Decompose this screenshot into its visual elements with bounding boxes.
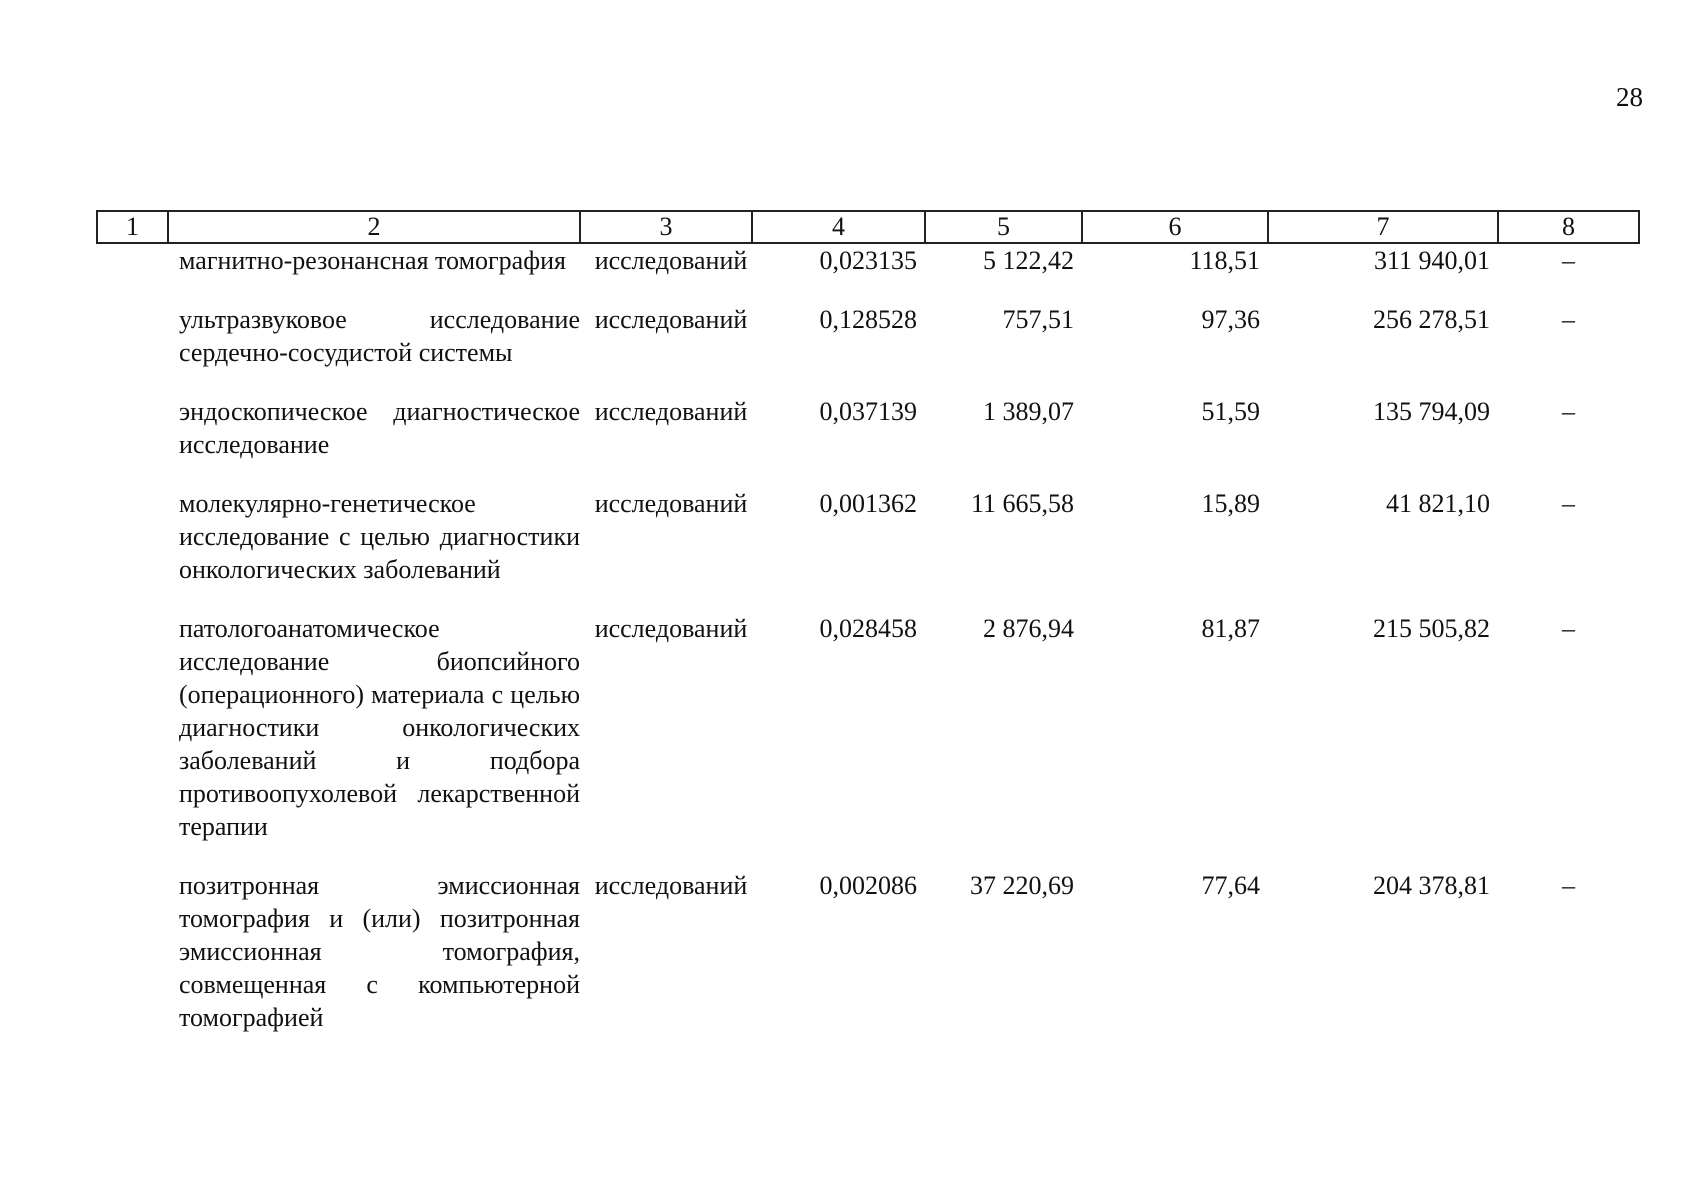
column-header-5: 5 <box>925 211 1082 243</box>
tariff-table-container <box>96 210 1638 1060</box>
rate-cell: 0,001362 <box>819 489 917 518</box>
page-number: 28 <box>1616 82 1643 112</box>
cost-cell: 5 122,42 <box>983 246 1074 275</box>
cost-cell: 11 665,58 <box>970 489 1074 518</box>
rate-cell: 0,028458 <box>819 614 917 643</box>
other-cell: – <box>1562 871 1575 900</box>
column-header-8: 8 <box>1498 211 1639 243</box>
per-capita-cell: 51,59 <box>1201 397 1260 426</box>
column-header-4: 4 <box>752 211 925 243</box>
unit-cell: исследований <box>594 871 748 900</box>
service-name: эндоскопическое диагностическое исследование <box>179 397 580 459</box>
service-name: ультразвуковое исследование сердечно-сосудистой системы <box>179 305 580 367</box>
table-row <box>97 243 1639 303</box>
column-header-6: 6 <box>1082 211 1268 243</box>
other-cell: – <box>1562 614 1575 643</box>
other-cell: – <box>1562 489 1575 518</box>
other-cell: – <box>1562 246 1575 275</box>
column-header-7: 7 <box>1268 211 1498 243</box>
tariff-table <box>96 210 1640 1060</box>
unit-cell: исследований <box>594 614 748 643</box>
column-header-2: 2 <box>168 211 580 243</box>
service-name: магнитно-резонансная томография <box>179 246 566 275</box>
table-row <box>97 395 1639 487</box>
column-number-row <box>97 211 1639 243</box>
column-header-1: 1 <box>97 211 168 243</box>
per-capita-cell: 118,51 <box>1189 246 1260 275</box>
total-cell: 204 378,81 <box>1373 871 1490 900</box>
cost-cell: 1 389,07 <box>983 397 1074 426</box>
table-row <box>97 487 1639 612</box>
rate-cell: 0,128528 <box>819 305 917 334</box>
rate-cell: 0,023135 <box>819 246 917 275</box>
other-cell: – <box>1562 397 1575 426</box>
table-row <box>97 869 1639 1060</box>
per-capita-cell: 97,36 <box>1201 305 1260 334</box>
column-header-3: 3 <box>580 211 752 243</box>
unit-cell: исследований <box>594 397 748 426</box>
total-cell: 311 940,01 <box>1373 246 1490 275</box>
cost-cell: 757,51 <box>1002 305 1074 334</box>
rate-cell: 0,037139 <box>819 397 917 426</box>
per-capita-cell: 15,89 <box>1201 489 1260 518</box>
total-cell: 256 278,51 <box>1373 305 1490 334</box>
per-capita-cell: 81,87 <box>1201 614 1260 643</box>
total-cell: 135 794,09 <box>1373 397 1490 426</box>
cost-cell: 2 876,94 <box>983 614 1074 643</box>
service-name: позитронная эмиссионная томография и (или) позитронная эмиссионная томография, совмещенная с компьютерной томографией <box>179 871 580 1032</box>
unit-cell: исследований <box>594 305 748 334</box>
service-name: патологоанатомическое исследование биопсийного (операционного) материала с целью диагностики онкологических заболеваний и подбора противоопухолевой лекарственной терапии <box>179 614 580 841</box>
unit-cell: исследований <box>594 489 748 518</box>
rate-cell: 0,002086 <box>819 871 917 900</box>
unit-cell: исследований <box>594 246 748 275</box>
other-cell: – <box>1562 305 1575 334</box>
service-name: молекулярно-генетическое исследование с целью диагностики онкологических заболеваний <box>179 489 580 584</box>
total-cell: 215 505,82 <box>1373 614 1490 643</box>
table-row <box>97 612 1639 869</box>
per-capita-cell: 77,64 <box>1201 871 1260 900</box>
table-row <box>97 303 1639 395</box>
cost-cell: 37 220,69 <box>970 871 1074 900</box>
total-cell: 41 821,10 <box>1386 489 1490 518</box>
